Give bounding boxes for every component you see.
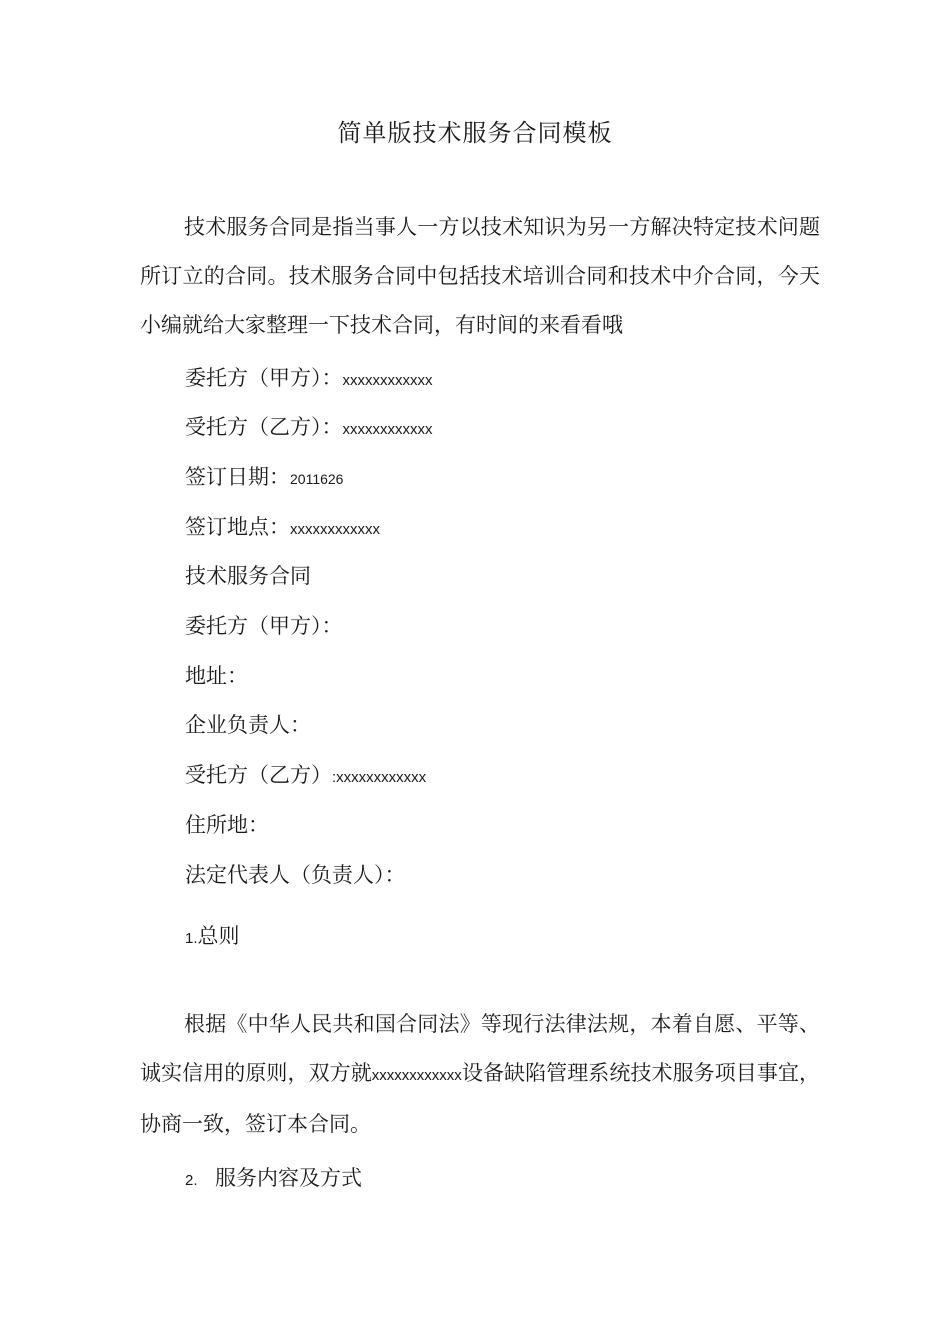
party-b-line [185, 760, 426, 793]
sign-date-label: 签订日期： [185, 465, 290, 489]
sign-place-label: 签订地点： [185, 515, 290, 539]
section-1-title: 总则 [197, 924, 240, 948]
sign-date-value: 2011626 [290, 471, 344, 487]
party-b-label: 受托方（乙方） [185, 763, 332, 787]
entrusting-party-line [185, 363, 433, 396]
trustee-value: xxxxxxxxxxxx [342, 421, 433, 438]
section-1-text-part2: 设备缺陷管理系统技术服务项目事宜，协商一致，签订本合同。 [140, 1061, 821, 1136]
entrusting-party-label: 委托方（甲方）： [185, 366, 343, 390]
document-title: 简单版技术服务合同模板 [337, 119, 613, 147]
entrusting-party-value: xxxxxxxxxxxx [342, 372, 433, 389]
party-a-label: 委托方（甲方）： [185, 614, 343, 638]
section-1-number: 1. [185, 930, 198, 947]
sign-date-line [185, 462, 343, 494]
section-2-heading [185, 1163, 362, 1196]
section-2-title: 服务内容及方式 [215, 1166, 362, 1190]
party-b-value: :xxxxxxxxxxxx [332, 769, 427, 786]
sign-place-line [185, 512, 380, 545]
contract-heading: 技术服务合同 [185, 564, 311, 588]
trustee-line [185, 412, 433, 445]
section-1-text-part1: 根据《中华人民共和国合同法》等现行法律法规，本着自愿、平等、诚实信用的原则，双方就 [140, 1012, 820, 1085]
enterprise-head-label: 企业负责人： [185, 713, 311, 737]
domicile-label: 住所地： [185, 813, 269, 837]
section-1-heading [185, 921, 240, 954]
sign-place-value: xxxxxxxxxxxx [290, 521, 380, 538]
trustee-label: 受托方（乙方）： [185, 415, 343, 439]
intro-paragraph: 技术服务合同是指当事人一方以技术知识为另一方解决特定技术问题所订立的合同。技术服务合同中包括技术培训合同和技术中介合同，今天小编就给大家整理一下技术合同，有时间的来看看哦 [140, 215, 820, 337]
address-label: 地址： [185, 664, 248, 688]
section-2-number: 2. [185, 1172, 198, 1189]
section-1-text-code: xxxxxxxxxxxx [371, 1067, 462, 1084]
legal-rep-label: 法定代表人（负责人）： [185, 863, 406, 887]
section-1-paragraph [140, 1000, 820, 1149]
